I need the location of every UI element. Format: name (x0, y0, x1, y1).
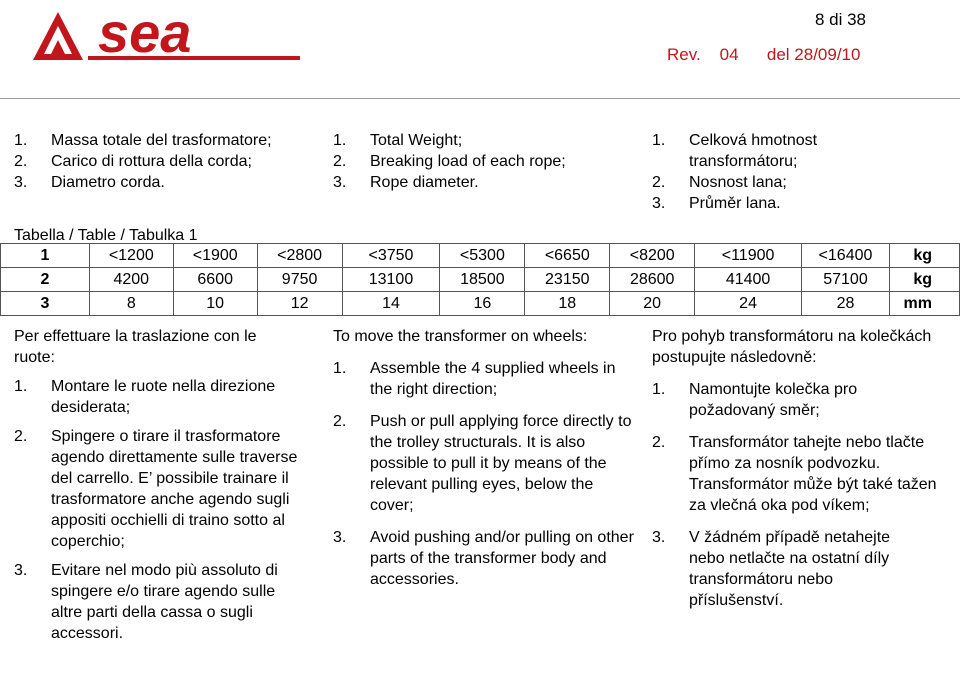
table-cell: <2800 (257, 244, 342, 268)
revision-date: del 28/09/10 (766, 45, 861, 64)
instructions-intro: Per effettuare la traslazione con le ruote: (14, 328, 257, 366)
instructions-intro: To move the transformer on wheels: (333, 328, 588, 345)
table-cell: 18 (525, 292, 610, 316)
legend-czech (652, 130, 832, 214)
legend-item: 3. Rope diameter. (333, 174, 479, 191)
unit-cell: kg (889, 268, 959, 292)
table-cell: 18500 (440, 268, 525, 292)
table-cell: 28 (802, 292, 890, 316)
instructions-steps (652, 379, 952, 611)
list-item: 3. V žádném případě netahejte nebo netlačte na ostatní díly transformátoru nebo příslušenství. (652, 529, 891, 609)
table-cell: 16 (440, 292, 525, 316)
list-item: 1. Namontujte kolečka pro požadovaný směr; (652, 381, 858, 419)
list-item: 3. Avoid pushing and/or pulling on other parts of the transformer body and accessories. (333, 529, 634, 588)
table-cell: 14 (342, 292, 440, 316)
legend-item: 3. Průměr lana. (652, 195, 781, 212)
list-item: 1. Assemble the 4 supplied wheels in the right direction; (333, 360, 616, 398)
table-cell: <8200 (610, 244, 695, 268)
company-logo (30, 6, 302, 68)
table-cell: 6600 (173, 268, 257, 292)
table-cell: 4200 (89, 268, 173, 292)
legend-item: 1. Celková hmotnost transformátoru; (652, 132, 818, 170)
table-cell: 20 (610, 292, 695, 316)
instructions-steps (14, 376, 304, 644)
table-cell: 10 (173, 292, 257, 316)
row-header: 1 (1, 244, 90, 268)
table-cell: 23150 (525, 268, 610, 292)
table-cell: 12 (257, 292, 342, 316)
table-cell: <1200 (89, 244, 173, 268)
table-caption: Tabella / Table / Tabulka 1 (14, 227, 198, 244)
list-item: 2. Transformátor tahejte nebo tlačte přímo za nosník podvozku. Transformátor může být také tažen za vlečná oka pod víkem; (652, 434, 937, 514)
legend-item: 1. Total Weight; (333, 132, 463, 149)
table-row (1, 244, 960, 268)
table-cell: <16400 (802, 244, 890, 268)
legend-english (333, 130, 633, 193)
table-row (1, 268, 960, 292)
list-item: 2. Spingere o tirare il trasformatore agendo direttamente sulle traverse del carrello. E’ possibile trainare il trasformatore anche agendo sugli appositi occhielli di traino sotto al coperchio; (14, 428, 298, 550)
row-header: 3 (1, 292, 90, 316)
legend-italian (14, 130, 324, 193)
revision-label: Rev. (667, 45, 701, 64)
legend-item: 2. Carico di rottura della corda; (14, 153, 252, 170)
instructions-italian (14, 326, 304, 644)
instructions-steps (333, 358, 643, 590)
header-divider (0, 98, 960, 99)
spec-table (0, 243, 960, 316)
revision-info (667, 44, 860, 65)
instructions-czech (652, 326, 952, 611)
row-header: 2 (1, 268, 90, 292)
table-cell: <3750 (342, 244, 440, 268)
unit-cell: kg (889, 244, 959, 268)
table-cell: <6650 (525, 244, 610, 268)
instructions-intro: Pro pohyb transformátoru na kolečkách postupujte následovně: (652, 328, 932, 366)
table-cell: 8 (89, 292, 173, 316)
table-cell: <1900 (173, 244, 257, 268)
page-number: 8 di 38 (814, 10, 866, 29)
table-cell: 28600 (610, 268, 695, 292)
logo-wordmark: sea (98, 6, 192, 64)
table-cell: 41400 (695, 268, 802, 292)
table-cell: 13100 (342, 268, 440, 292)
list-item: 1. Montare le ruote nella direzione desiderata; (14, 378, 276, 416)
table-cell: 9750 (257, 268, 342, 292)
legend-item: 2. Nosnost lana; (652, 174, 787, 191)
legend-item: 3. Diametro corda. (14, 174, 165, 191)
list-item: 3. Evitare nel modo più assoluto di spingere e/o tirare agendo sulle altre parti della cassa o sugli accessori. (14, 562, 278, 642)
table-cell: 24 (695, 292, 802, 316)
revision-number: 04 (719, 45, 739, 64)
logo-triangle-icon (33, 12, 83, 60)
table-row (1, 292, 960, 316)
table-cell: <5300 (440, 244, 525, 268)
legend-item: 2. Breaking load of each rope; (333, 153, 566, 170)
instructions-english (333, 326, 643, 590)
table-cell: 57100 (802, 268, 890, 292)
unit-cell: mm (889, 292, 959, 316)
list-item: 2. Push or pull applying force directly to the trolley structurals. It is also possible to pull it by means of the relevant pulling eyes, below the cover; (333, 413, 632, 514)
table-cell: <11900 (695, 244, 802, 268)
legend-item: 1. Massa totale del trasformatore; (14, 132, 272, 149)
